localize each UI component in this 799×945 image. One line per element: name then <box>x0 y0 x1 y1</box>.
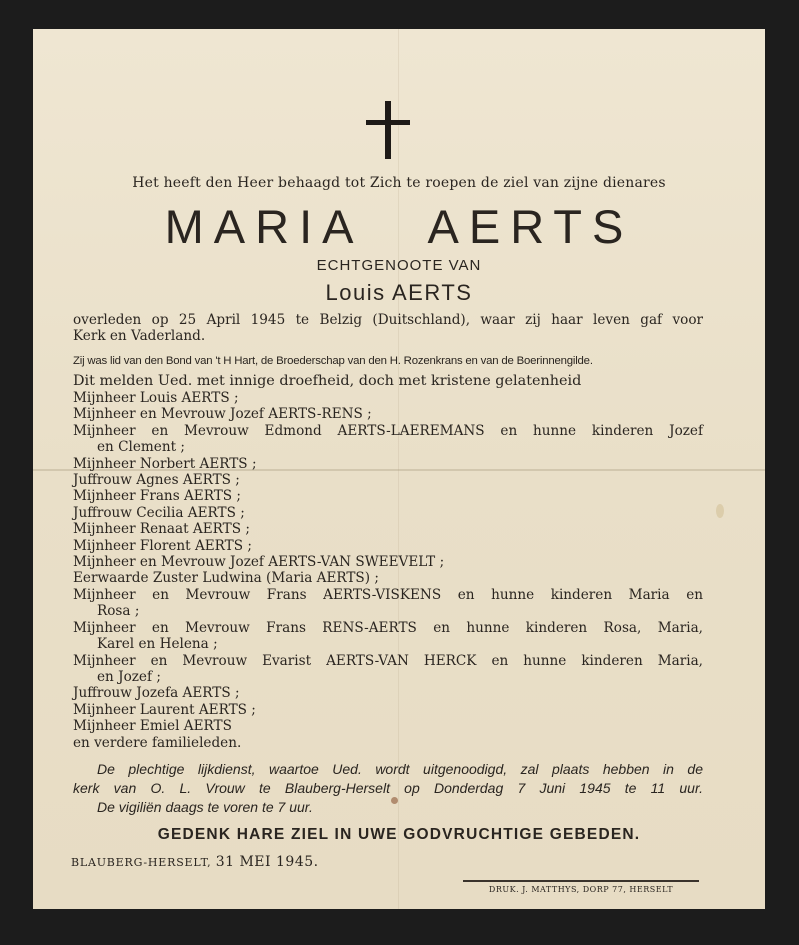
place: BLAUBERG-HERSELT, <box>71 856 212 869</box>
deceased-last-name: AERTS <box>427 200 634 253</box>
death-notice-line: Kerk en Vaderland. <box>73 328 206 345</box>
mourner: Juffrouw Cecilia AERTS ; <box>73 504 245 521</box>
stain <box>716 504 724 518</box>
place-date <box>71 854 319 870</box>
death-notice <box>73 312 703 345</box>
mourner: Juffrouw Jozefa AERTS ; <box>73 685 240 702</box>
mourner: Mijnheer en Mevrouw Frans AERTS-VISKENS en hunne kinderen Maria en <box>73 586 703 603</box>
service-line: De plechtige lijkdienst, waartoe Ued. wordt uitgenoodigd, zal plaats hebben in de <box>97 761 703 777</box>
printer-credit: DRUK. J. MATTHYS, DORP 77, HERSELT <box>488 885 674 894</box>
mourner: Mijnheer Laurent AERTS ; <box>73 701 256 718</box>
mourner: Mijnheer Frans AERTS ; <box>73 488 242 505</box>
mourner: Mijnheer Renaat AERTS ; <box>73 521 250 538</box>
printer-rule <box>463 880 699 882</box>
date: 31 MEI 1945. <box>215 854 319 870</box>
mourner-continuation: Rosa ; <box>97 603 140 620</box>
prayer-text: GEDENK HARE ZIEL IN UWE GODVRUCHTIGE GEBEDEN. <box>157 826 641 843</box>
mourner: Mijnheer Louis AERTS ; <box>73 390 239 406</box>
mourner: Mijnheer en Mevrouw Jozef AERTS-VAN SWEEVELT ; <box>73 554 445 571</box>
mourner: Mijnheer en Mevrouw Jozef AERTS-RENS ; <box>73 406 372 423</box>
memorial-card <box>33 29 765 909</box>
service-line: De vigiliën daags te voren te 7 uur. <box>97 799 313 815</box>
deceased-first-name: MARIA <box>164 200 364 253</box>
spouse-name: Louis AERTS <box>325 280 473 305</box>
mourner: en verdere familieleden. <box>73 734 242 751</box>
cross-icon <box>366 101 410 161</box>
death-notice-line: overleden op 25 April 1945 te Belzig (Duitschland), waar zij haar leven gaf voor <box>73 312 703 328</box>
deceased-name <box>33 199 765 254</box>
spouse-label: ECHTGENOOTE VAN <box>316 257 482 274</box>
mourner: Mijnheer en Mevrouw Frans RENS-AERTS en hunne kinderen Rosa, Maria, <box>73 619 703 636</box>
service-details <box>73 760 703 817</box>
intro-text: Het heeft den Heer behaagd tot Zich te roepen de ziel van zijne dienares <box>132 175 666 191</box>
announcement-text: Dit melden Ued. met innige droefheid, doch met kristene gelatenheid <box>73 373 582 389</box>
mourner-continuation: en Clement ; <box>97 439 185 456</box>
mourner: Mijnheer Norbert AERTS ; <box>73 455 257 472</box>
mourner: Mijnheer Florent AERTS ; <box>73 537 252 554</box>
mourners-list <box>73 390 703 751</box>
mourner: Mijnheer en Mevrouw Evarist AERTS-VAN HERCK en hunne kinderen Maria, <box>73 652 703 669</box>
mourner: Mijnheer Emiel AERTS <box>73 718 232 735</box>
service-line: kerk van O. L. Vrouw te Blauberg-Herselt op Donderdag 7 Juni 1945 te 11 uur. <box>73 780 703 796</box>
membership-text: Zij was lid van den Bond van 't H Hart, de Broederschap van den H. Rozenkrans en van de Boerinnengilde. <box>73 355 593 367</box>
mourner: Eerwaarde Zuster Ludwina (Maria AERTS) ; <box>73 570 379 587</box>
mourner-continuation: Karel en Helena ; <box>97 636 218 653</box>
mourner: Mijnheer en Mevrouw Edmond AERTS-LAEREMANS en hunne kinderen Jozef <box>73 422 703 439</box>
mourner-continuation: en Jozef ; <box>97 668 161 685</box>
mourner: Juffrouw Agnes AERTS ; <box>73 472 240 489</box>
